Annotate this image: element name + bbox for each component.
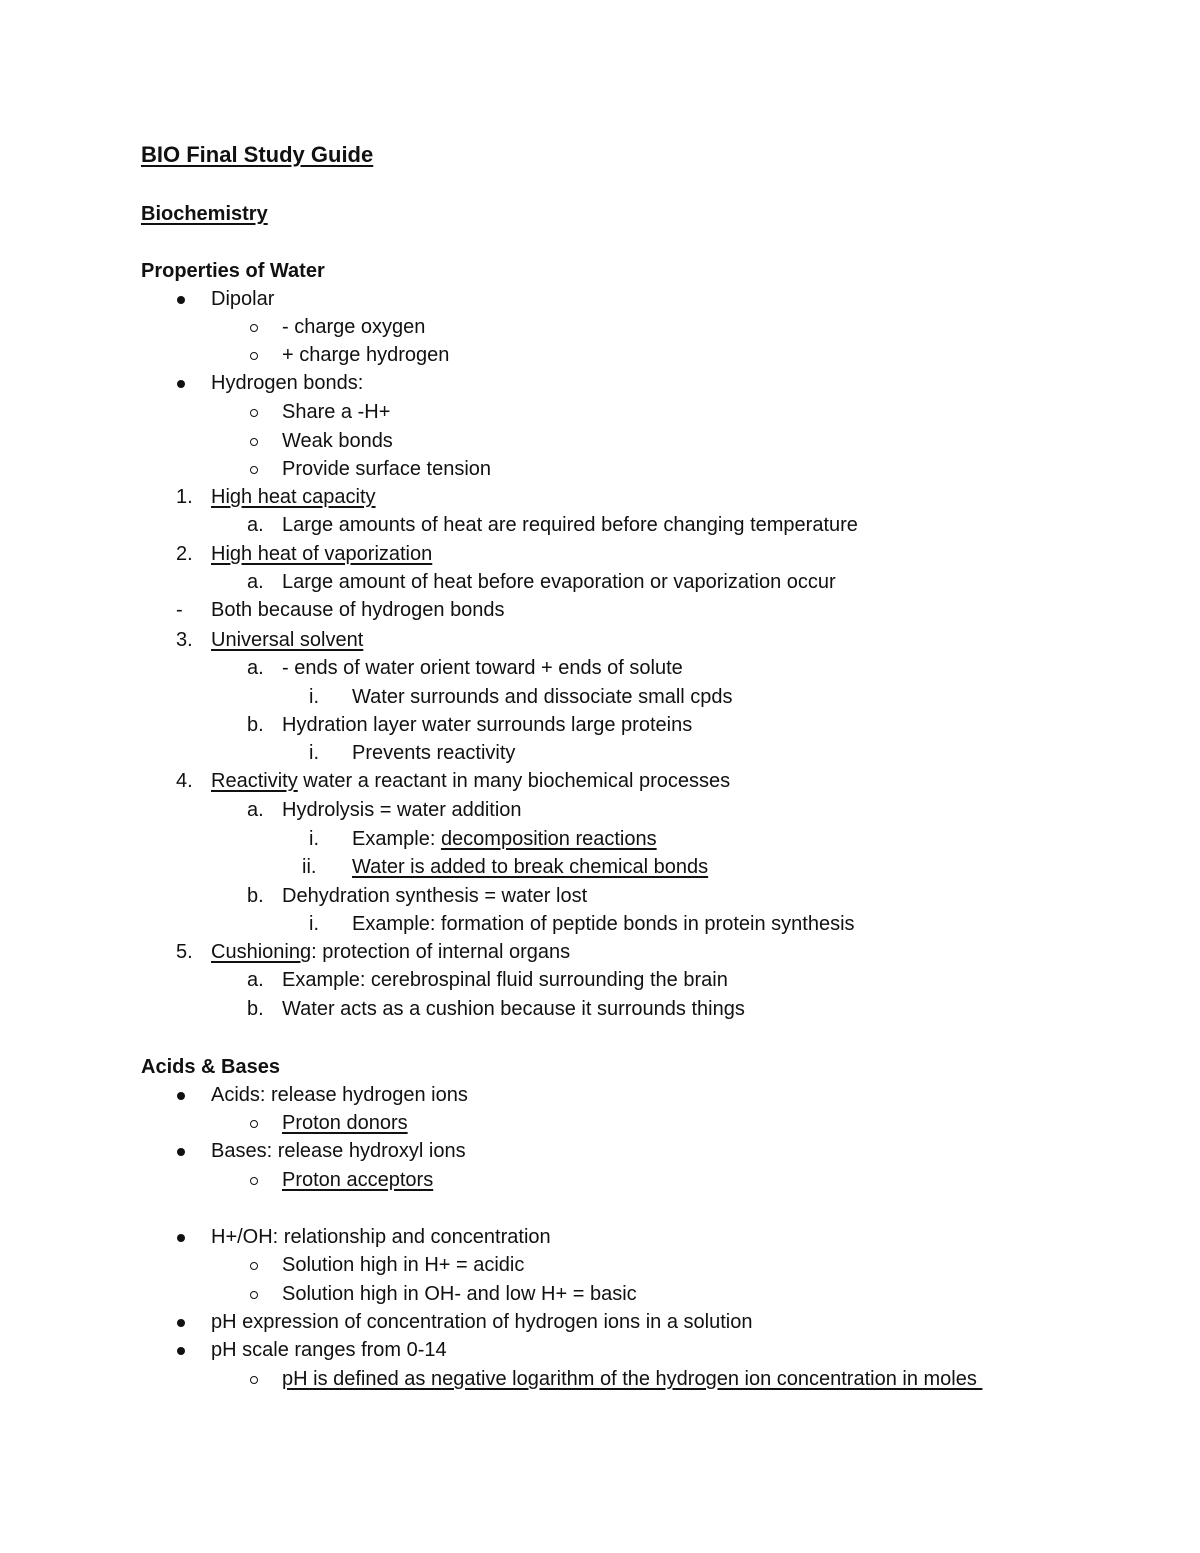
list-item bbox=[0, 427, 1200, 455]
lettered-item bbox=[0, 995, 1200, 1023]
list-item-text: pH is defined as negative logarithm of the hydrogen ion concentration in moles bbox=[282, 1368, 983, 1390]
circle-bullet-icon bbox=[250, 438, 258, 446]
list-item-text: Weak bonds bbox=[282, 430, 393, 452]
list-item bbox=[0, 1336, 1200, 1364]
list-letter: b. bbox=[247, 998, 264, 1020]
numbered-item bbox=[0, 540, 1200, 568]
list-item-text: Hydrolysis = water addition bbox=[282, 799, 522, 821]
list-roman: i. bbox=[309, 913, 319, 935]
list-item-text: Proton acceptors bbox=[282, 1169, 434, 1191]
list-item-text: Example: cerebrospinal fluid surrounding the brain bbox=[282, 969, 728, 991]
list-roman: i. bbox=[309, 828, 319, 850]
underlined-term: Cushioning bbox=[211, 941, 312, 963]
bullet-icon bbox=[177, 1319, 185, 1327]
list-number: 1. bbox=[176, 486, 193, 508]
example-label: Example: bbox=[352, 828, 441, 850]
bullet-icon bbox=[177, 1148, 185, 1156]
list-item-text: Both because of hydrogen bonds bbox=[211, 599, 505, 621]
circle-bullet-icon bbox=[250, 1120, 258, 1128]
document-title: BIO Final Study Guide bbox=[141, 142, 374, 167]
list-letter: b. bbox=[247, 885, 264, 907]
circle-bullet-icon bbox=[250, 1262, 258, 1270]
list-item-text: Hydration layer water surrounds large proteins bbox=[282, 714, 693, 736]
roman-item bbox=[0, 853, 1200, 881]
list-item-text: Hydrogen bonds: bbox=[211, 372, 364, 394]
list-item-text: Water is added to break chemical bonds bbox=[352, 856, 709, 878]
lettered-item bbox=[0, 966, 1200, 994]
list-item bbox=[0, 1137, 1200, 1165]
list-item-text: Universal solvent bbox=[211, 629, 364, 651]
list-item bbox=[0, 398, 1200, 426]
bullet-icon bbox=[177, 1347, 185, 1355]
lettered-item bbox=[0, 711, 1200, 739]
circle-bullet-icon bbox=[250, 324, 258, 332]
list-item bbox=[0, 1166, 1200, 1194]
list-letter: a. bbox=[247, 657, 264, 679]
list-item-text: Dehydration synthesis = water lost bbox=[282, 885, 588, 907]
list-item-text: pH expression of concentration of hydrogen ions in a solution bbox=[211, 1311, 753, 1333]
list-item-text: Water surrounds and dissociate small cpds bbox=[352, 686, 733, 708]
numbered-item bbox=[0, 483, 1200, 511]
list-item-text: Acids: release hydrogen ions bbox=[211, 1084, 468, 1106]
list-item-text: Example: formation of peptide bonds in protein synthesis bbox=[352, 913, 855, 935]
section-heading-biochemistry: Biochemistry bbox=[141, 203, 268, 225]
circle-bullet-icon bbox=[250, 1376, 258, 1384]
list-item bbox=[0, 1223, 1200, 1251]
list-item-text: Large amount of heat before evaporation or vaporization occur bbox=[282, 571, 836, 593]
list-letter: a. bbox=[247, 799, 264, 821]
list-item bbox=[0, 341, 1200, 369]
list-item-text: Dipolar bbox=[211, 288, 275, 310]
subsection-heading-water: Properties of Water bbox=[141, 260, 325, 282]
bullet-icon bbox=[177, 380, 185, 388]
list-item-text bbox=[211, 767, 730, 795]
list-number: 4. bbox=[176, 770, 193, 792]
list-item-text bbox=[211, 938, 570, 966]
list-item bbox=[0, 1251, 1200, 1279]
lettered-item bbox=[0, 796, 1200, 824]
list-item bbox=[0, 455, 1200, 483]
bullet-icon bbox=[177, 1234, 185, 1242]
list-item-text: High heat capacity bbox=[211, 486, 376, 508]
roman-item bbox=[0, 910, 1200, 938]
list-item-text: H+/OH: relationship and concentration bbox=[211, 1226, 551, 1248]
list-item-text: - ends of water orient toward + ends of solute bbox=[282, 657, 683, 679]
term-description: water a reactant in many biochemical processes bbox=[297, 770, 731, 792]
list-item-text bbox=[352, 825, 657, 853]
list-item-text: Solution high in OH- and low H+ = basic bbox=[282, 1283, 637, 1305]
underlined-term: Reactivity bbox=[211, 770, 298, 792]
circle-bullet-icon bbox=[250, 1177, 258, 1185]
list-letter: a. bbox=[247, 514, 264, 536]
list-item-text: Solution high in H+ = acidic bbox=[282, 1254, 525, 1276]
list-roman: i. bbox=[309, 742, 319, 764]
list-item-text: + charge hydrogen bbox=[282, 344, 450, 366]
list-number: 3. bbox=[176, 629, 193, 651]
list-item bbox=[0, 285, 1200, 313]
subsection-heading-acids-bases: Acids & Bases bbox=[141, 1056, 280, 1078]
lettered-item bbox=[0, 654, 1200, 682]
list-item-text: Prevents reactivity bbox=[352, 742, 516, 764]
list-item bbox=[0, 1308, 1200, 1336]
roman-item bbox=[0, 739, 1200, 767]
list-letter: b. bbox=[247, 714, 264, 736]
numbered-item bbox=[0, 626, 1200, 654]
list-item-text: Share a -H+ bbox=[282, 401, 391, 423]
roman-item bbox=[0, 683, 1200, 711]
numbered-item bbox=[0, 938, 1200, 966]
list-roman: i. bbox=[309, 686, 319, 708]
list-item bbox=[0, 313, 1200, 341]
list-item-text: Provide surface tension bbox=[282, 458, 492, 480]
lettered-item bbox=[0, 568, 1200, 596]
list-item-text: Large amounts of heat are required before changing temperature bbox=[282, 514, 858, 536]
list-roman: ii. bbox=[302, 856, 317, 878]
numbered-item bbox=[0, 767, 1200, 795]
list-item-text: pH scale ranges from 0-14 bbox=[211, 1339, 447, 1361]
list-dash: - bbox=[176, 599, 183, 621]
list-item bbox=[0, 1109, 1200, 1137]
bullet-icon bbox=[177, 296, 185, 304]
list-item-text: - charge oxygen bbox=[282, 316, 426, 338]
list-item-text: Bases: release hydroxyl ions bbox=[211, 1140, 466, 1162]
list-number: 5. bbox=[176, 941, 193, 963]
list-item-text: High heat of vaporization bbox=[211, 543, 433, 565]
term-description: : protection of internal organs bbox=[311, 941, 571, 963]
circle-bullet-icon bbox=[250, 352, 258, 360]
list-item bbox=[0, 1081, 1200, 1109]
roman-item bbox=[0, 825, 1200, 853]
circle-bullet-icon bbox=[250, 466, 258, 474]
list-item bbox=[0, 1280, 1200, 1308]
list-item bbox=[0, 1365, 1200, 1393]
list-item-text: Proton donors bbox=[282, 1112, 408, 1134]
lettered-item bbox=[0, 511, 1200, 539]
list-letter: a. bbox=[247, 969, 264, 991]
circle-bullet-icon bbox=[250, 1291, 258, 1299]
dash-item bbox=[0, 596, 1200, 624]
list-item-text: Water acts as a cushion because it surrounds things bbox=[282, 998, 745, 1020]
list-letter: a. bbox=[247, 571, 264, 593]
underlined-term: decomposition reactions bbox=[440, 828, 657, 850]
bullet-icon bbox=[177, 1092, 185, 1100]
lettered-item bbox=[0, 882, 1200, 910]
list-number: 2. bbox=[176, 543, 193, 565]
circle-bullet-icon bbox=[250, 409, 258, 417]
list-item bbox=[0, 369, 1200, 397]
